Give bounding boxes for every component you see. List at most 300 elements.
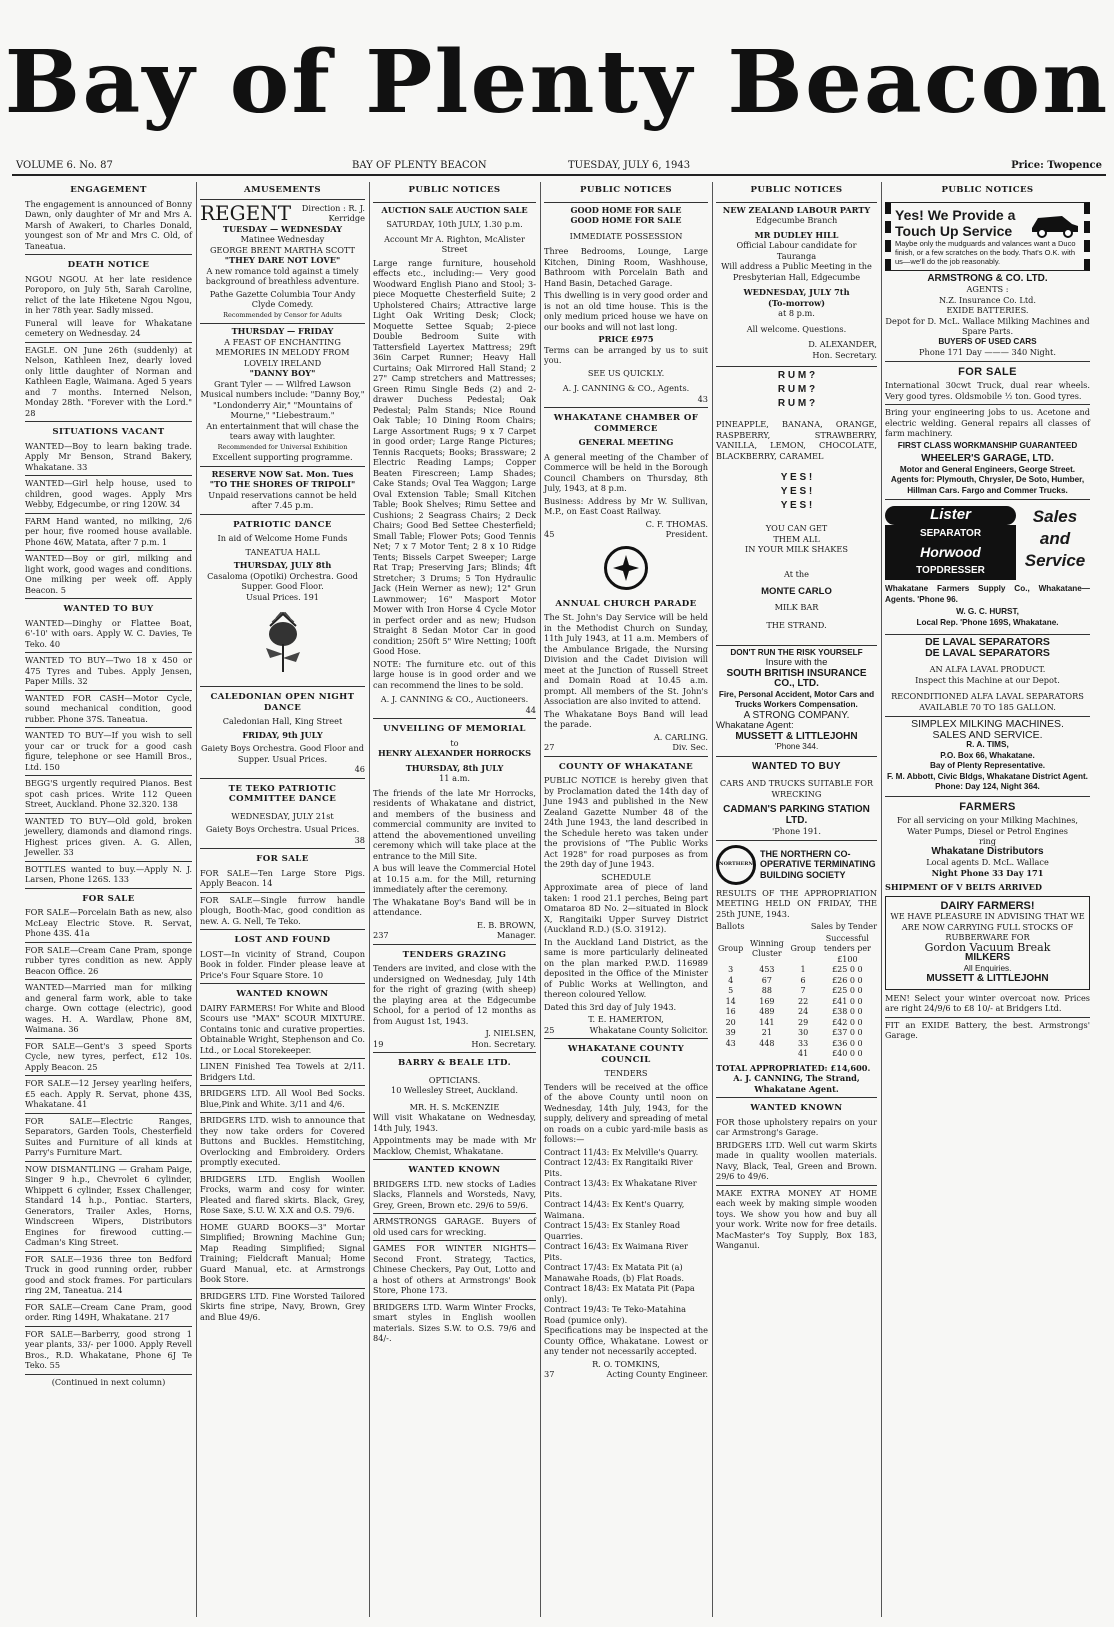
col1-sit3n: 1: [162, 536, 168, 547]
col5-wk3: MAKE EXTRA MONEY AT HOME each week by making simple wooden toys. We show you how and buy all your work. Write now for free details. MacMaster's Toy Supply, Box 183, Wanganui.: [716, 1185, 877, 1251]
col2-fs2: FOR SALE—Single furrow handle plough, Booth-Mac, good condition as new. A. G. Nell, Te Teko.: [200, 892, 365, 927]
col6-sm4: P.O. Box 66, Whakatane.: [940, 750, 1035, 760]
col5-rows-1-3: £26 0 0: [832, 975, 863, 985]
col4-wcc11: Specifications may be inspected at the County Office, Whakatane. Lowest or any tender not necessarily accepted.: [544, 1325, 708, 1356]
col6-sep: SEPARATOR: [885, 525, 1016, 544]
col6-arm2: AGENTS :: [966, 284, 1009, 294]
col5-rows-1-2: 6: [800, 975, 806, 985]
col1-wtb4: WANTED TO BUY—If you wish to sell your car or truck for a good cash figure, telephone or see Hamill Bros., Ltd.: [25, 730, 192, 772]
col5-can1: YOU CAN GET: [765, 523, 828, 533]
notice-death: NGOU NGOU. At her late residence Poroporo, on July 5th, Sarah Caroline, relict of the late Hiketene Ngou Ngou, in her 78th year. Sadly missed.: [25, 273, 192, 315]
heading-caledonian: CALEDONIAN OPEN NIGHT DANCE: [210, 692, 355, 713]
col1-fs4: FOR SALE—Gent's 3 speed Sports Cycle, new tyres, perfect, £12 10s. Apply Beacon.: [25, 1040, 192, 1072]
col6-dl5: RECONDITIONED ALFA LAVAL SEPARATORS AVAILABLE 70 TO 185 GALLON.: [891, 691, 1084, 712]
col1-fs8n: 214: [106, 1285, 123, 1295]
col3-canningn: 44: [525, 704, 536, 715]
col4-homed: Three Bedrooms, Lounge, Large Kitchen, Dining Room, Washhouse, Bathroom with Porcelain Bath and Hand Basin, Detached Garage.: [544, 246, 708, 288]
col5-rows-4-2: 24: [798, 1007, 809, 1016]
col2-patr4: Casaloma (Opotiki) Orchestra. Good Supper. Good Floor.: [207, 570, 358, 591]
col6-sm3: R. A. TIMS,: [966, 740, 1009, 749]
notice-funeral: [25, 318, 192, 339]
col5-ins4: Fire, Personal Accident, Motor Cars and Trucks Workers Compensation.: [718, 689, 875, 709]
masthead: Bay of Plenty Beacon: [4, 32, 1110, 133]
heading-amusements: AMUSEMENTS: [244, 185, 321, 195]
col1-fs3: WANTED—Married man for milking and general farm work, able to take charge. Own cottage (electric), good wages. H. A. Wardlaw, Phone 8M, Waimana.: [25, 982, 192, 1034]
col5-ins6: Whakatane Agent:: [716, 720, 794, 731]
regent-stars: GEORGE BRENT MARTHA SCOTT: [210, 244, 355, 255]
col3-unv5: The friends of the late Mr Horrocks, residents of Whakatane and district, and members of the business and commercial community are invited to attend the abovementioned unveiling ceremony which will take place at the entrance to the Mill Site.: [373, 787, 536, 861]
col6-sales: Sales and Service: [1024, 507, 1086, 570]
col6-dl1: DE LAVAL SEPARATORS: [885, 634, 1090, 648]
lister-ad: [885, 499, 1090, 580]
col5-yes: Y E S !: [780, 472, 813, 483]
heading-for-sale-2: FOR SALE: [256, 854, 309, 864]
col5-ins5: A STRONG COMPANY.: [743, 709, 850, 721]
col5-nort1: THE NORTHERN CO-OPERATIVE TERMINATING BUILDING SOCIETY: [760, 848, 876, 880]
col5-ins3: SOUTH BRITISH INSURANCE CO., LTD.: [726, 667, 867, 689]
col1-wtb6n: 33: [63, 847, 74, 857]
col4-wcc5: Contract 14/43: Ex Kent's Quarry, Waimana.: [544, 1199, 685, 1220]
col6-farm3: Whakatane Distributors: [931, 845, 1044, 857]
col4-wcc3: Contract 12/43: Ex Rangitaiki River Pits.: [544, 1157, 693, 1178]
col3-wk3: GAMES FOR WINTER NIGHTS—Second Front. Strategy, Tactics, Chinese Checkers, Pay Out, Lotto and a host of others at Armstrongs' Book Store, Phone 173.: [373, 1240, 536, 1296]
col6-fs1: International 30cwt Truck, dual rear wheels. Very good tyres. Oldsmobile ½ ton. Good tyres.: [885, 380, 1090, 401]
heading-public-notices-3: PUBLIC NOTICES: [750, 185, 843, 195]
continued-note: (Continued in next column): [25, 1374, 192, 1388]
col4-canningn: 43: [697, 393, 708, 404]
heading-church-parade: ANNUAL CHURCH PARADE: [555, 598, 697, 609]
col4-cty6: Whakatane County Solicitor.: [589, 1024, 708, 1035]
column-5: [712, 182, 880, 1617]
col6-farm1: For all servicing on your Milking Machines, Water Pumps, Diesel or Petrol Engines: [896, 815, 1079, 836]
col5-rum: R U M ?: [777, 370, 816, 381]
col1-eagle: EAGLE. ON June 26th (suddenly) at Nelson, Kathleen Inez, dearly loved only little daughter of Norman and Kathleen Eagle, Waimana. Aged 5 years and 7 months. Interned Nelson, Monday 28th. "Forever with the Lord.": [25, 344, 192, 407]
col2-cal2: FRIDAY, 9th JULY: [242, 729, 323, 740]
col4-par4n: 27: [544, 742, 555, 752]
col2-wk1: DAIRY FARMERS! For White and Blood Scours use "MAX" SCOUR MIXTURE. Contains tonic and curative properties. Obtainable Wright, Stephenson and Co. Ltd., or Local Storekeeper.: [200, 1002, 365, 1055]
col5-total: TOTAL APPROPRIATED: £14,600.: [716, 1062, 871, 1073]
col5-th-0: Group: [718, 944, 744, 953]
col5-th-2: Group: [790, 944, 816, 953]
col3-unv9: Manager.: [496, 930, 536, 940]
col6-top: TOPDRESSER: [885, 562, 1016, 581]
col4-wcc7: Contract 16/43: Ex Waimana River Pits.: [544, 1241, 688, 1262]
col5-ins1: DON'T RUN THE RISK YOURSELF: [716, 645, 877, 659]
col3-barry4: Will visit Whakatane on Wednesday, 14th July, 1943.: [373, 1112, 536, 1133]
col6-ad1: Yes! We Provide a Touch Up Service: [895, 206, 1016, 239]
regent-title: REGENT: [200, 200, 292, 225]
film-2-desc: A FEAST OF ENCHANTING MEMORIES IN MELODY FROM LOVELY IRELAND: [215, 336, 350, 368]
column-2: [196, 182, 368, 1617]
col5-lab2: Edgecumbe Branch: [755, 215, 838, 225]
heading-patriotic-dance: PATRIOTIC DANCE: [233, 519, 332, 530]
col1-wtb5: BEGG'S urgently required Pianos. Best spot cash prices. Write 112 Queen Street, Auckland. Phone 32.320.: [25, 778, 192, 809]
col5-nort2: RESULTS OF THE APPROPRIATION MEETING HELD ON FRIDAY, THE 25th JUNE, 1943.: [716, 887, 877, 919]
heading-situations: SITUATIONS VACANT: [52, 427, 165, 437]
col4-cty1: PUBLIC NOTICE is hereby given that by Proclamation dated the 14th day of June 1943 and published in the New Zealand Gazette Number 48 of the 24th June 1943, the land described in the Schedule hereto was taken under the provisions of "The Public Works Act 1928" for road purposes as from the 29th day of June 1943.: [544, 775, 708, 869]
dateline: [12, 160, 1106, 176]
ad-fs-4: [25, 1038, 192, 1073]
col5-rows-7-3: £36 0 0: [832, 1038, 863, 1048]
col3-tend3n: 19: [373, 1038, 384, 1049]
heading-county: COUNTY OF WHAKATANE: [558, 761, 694, 772]
col1-wtb1: WANTED—Dinghy or Flattee Boat, 6'-10' with oars. Apply W. C. Davies, Te Teko.: [25, 617, 192, 649]
col2-lostn: 10: [312, 969, 324, 980]
col1-fs10: FOR SALE—Barberry, good strong 1 year plants, 33/- per 1000. Apply Revell Bros., R.D. Whakatane, Phone 6J Te Teko.: [25, 1328, 192, 1370]
heading-engagement: ENGAGEMENT: [70, 185, 147, 195]
col5-rows-3-2: 22: [798, 996, 809, 1006]
col5-rows-0-1: 453: [759, 965, 775, 974]
heading-wanted-known-3: WANTED KNOWN: [408, 1165, 501, 1175]
col4-cty4: Dated this 3rd day of July 1943.: [544, 1001, 677, 1012]
ad-wtb-1: [25, 618, 192, 650]
ad-wtb-2: [25, 652, 192, 687]
heading-wanted-known: WANTED KNOWN: [236, 989, 329, 999]
col1-fs1n: 41a: [74, 928, 90, 938]
volume: VOLUME 6. No. 87: [16, 160, 113, 171]
col6-df5: All Enquiries.: [963, 963, 1012, 973]
col3-unv2: HENRY ALEXANDER HORROCKS: [377, 748, 532, 758]
col1-death2: Funeral will leave for Whakatane cemetery on Wednesday.: [25, 317, 192, 338]
col3-unv9n: 237: [373, 930, 389, 940]
col4-tenders: TENDERS: [604, 1068, 648, 1078]
col1-fs9n: 217: [153, 1312, 170, 1322]
ad-fs-6: FOR SALE—Electric Ranges, Separators, Garden Tools, Chesterfield Suites and Furniture of all kinds at Parry's Furniture Mart.: [25, 1113, 192, 1158]
col3-unv8: E. B. BROWN,: [477, 919, 536, 930]
col3-unv4: 11 a.m.: [439, 773, 470, 783]
col6-sm7: Phone: Day 124, Night 364.: [935, 782, 1040, 791]
col5-ins8: 'Phone 344.: [774, 742, 819, 751]
col3-sat: SATURDAY, 10th JULY, 1.30 p.m.: [386, 219, 523, 229]
col6-lis1: Whakatane Farmers Supply Co., Whakatane—Agents. 'Phone 96.: [885, 584, 1090, 604]
reservation-note: Unpaid reservations cannot be held after 7.45 p.m.: [208, 489, 357, 510]
col3-unv7: The Whakatane Boy's Band will be in attendance.: [373, 896, 536, 917]
col5-rows-8-3: £40 0 0: [832, 1049, 863, 1058]
col5-ins7: MUSSETT & LITTLEJOHN: [735, 730, 858, 742]
ad-fs-5: [25, 1075, 192, 1110]
col2-wk3: BRIDGERS LTD. All Wool Bed Socks. Blue,Pink and White. 3/11 and 4/6.: [200, 1085, 365, 1109]
col2-cal1: Caledonian Hall, King Street: [222, 716, 343, 726]
col5-rows-2-3: £25 0 0: [832, 986, 863, 995]
col4-home1: GOOD HOME FOR SALE: [544, 202, 708, 216]
col5-rows-8-1: [745, 1049, 788, 1060]
col4-gmd: A general meeting of the Chamber of Commerce will be held in the Borough Council Chambers on Thursday, 8th July, 1943, at 8 p.m.: [544, 451, 708, 493]
heading-te-teko-dance: TE TEKO PATRIOTIC COMMITTEE DANCE: [228, 783, 337, 804]
col6-df1: DAIRY FARMERS!: [940, 899, 1035, 912]
col6-arm1: ARMSTRONG & CO. LTD.: [927, 272, 1048, 284]
ad-fs-9: [25, 1299, 192, 1323]
col4-price: PRICE £975: [598, 334, 654, 344]
col5-salesby: Sales by Tender: [810, 921, 877, 931]
col5-rows-4-3: £38 0 0: [832, 1007, 863, 1016]
col6-sm2: SALES AND SERVICE.: [932, 728, 1043, 741]
col5-rows-2-1: 88: [761, 986, 772, 995]
col3-unv3: THURSDAY, 8th JULY: [405, 762, 504, 773]
col6-arm3: N.Z. Insurance Co. Ltd.: [939, 294, 1036, 305]
col5-atthe: At the: [783, 568, 810, 579]
notice-engagement: The engagement is announced of Bonny Dawn, only daughter of Mr and Mrs A. Marsh of Awakeri, to Charles Donald, youngest son of Mr and Mrs C. Old, of Taneatua.: [25, 198, 192, 251]
film-1-title: "THEY DARE NOT LOVE": [224, 255, 341, 265]
film-1-desc: A new romance told against a timely background of breathless adventure.: [205, 265, 360, 286]
regent-matinee: Matinee Wednesday: [240, 234, 325, 244]
heading-death: DEATH NOTICE: [67, 260, 150, 270]
col2-patr5: Usual Prices.: [245, 591, 301, 602]
col6-men: MEN! Select your winter overcoat now. Prices are right 24/9/6 to £8 10/- at Bridgers Ltd.: [885, 992, 1090, 1013]
film-2-rating: Recommended for Universal Exhibition: [217, 442, 348, 451]
col5-lab1: NEW ZEALAND LABOUR PARTY: [716, 202, 877, 216]
col6-df6: MUSSETT & LITTLEJOHN: [926, 973, 1049, 984]
heading-tenders-grazing: TENDERS GRAZING: [402, 949, 507, 960]
col3-barry5: Appointments may be made with Mr Macklow, Chemist, Whakatane.: [373, 1135, 536, 1156]
col5-lab6: WEDNESDAY, JULY 7th: [743, 287, 850, 297]
heading-public-notices-2: PUBLIC NOTICES: [579, 185, 673, 195]
heading-wanted-to-buy: WANTED TO BUY: [63, 604, 154, 614]
col4-par4: Div. Sec.: [672, 742, 708, 752]
northern-logo-icon: [716, 845, 756, 885]
col6-dl2: DE LAVAL SEPARATORS: [925, 646, 1050, 659]
ad-wtb-7: [25, 861, 192, 885]
col6-wh2: Motor and General Engineers, George Street.: [899, 464, 1076, 474]
col1-sit3: FARM Hand wanted, no milking, 2/6 per hour, five roomed house available. Phone 46W, Matata, after 7 p.m.: [25, 515, 192, 547]
column-4: [540, 182, 711, 1617]
thistle-icon: [258, 612, 308, 676]
col1-wtb6: WANTED TO BUY—Old gold, broken jewellery, diamonds and diamond rings. Highest prices given. A. G. Allen, Jeweller.: [25, 815, 192, 857]
col5-mc2: MILK BAR: [774, 601, 819, 612]
col4-cty6n: 25: [544, 1024, 555, 1035]
col5-rows-0-3: £25 0 0: [832, 965, 863, 974]
col5-rows-3-3: £41 0 0: [832, 996, 863, 1006]
col6-arm6: BUYERS OF USED CARS: [938, 336, 1037, 346]
col5-rows-4-0: 16: [725, 1007, 736, 1016]
st-john-emblem-icon: [604, 546, 648, 590]
col4-presn: 45: [544, 529, 555, 539]
col5-nort_logo: NORTHERN: [719, 861, 753, 868]
col1-wtb4n: 150: [44, 761, 60, 772]
ad-fs-1: [25, 907, 192, 939]
ad-fs-10: [25, 1326, 192, 1371]
col5-lab9: All welcome. Questions.: [746, 323, 847, 334]
film-2-entertainment: An entertainment that will chase the tears away with laughter.: [206, 420, 359, 441]
col4-wcc12: R. O. TOMKINS,: [592, 1358, 660, 1369]
heading-for-sale-6: FOR SALE: [958, 365, 1017, 378]
heading-lost-found: LOST AND FOUND: [234, 935, 331, 945]
col5-lab11: Hon. Secretary.: [812, 349, 877, 360]
ad-sit-2: [25, 475, 192, 510]
col2-wk2: LINEN Finished Tea Towels at 2/11. Bridgers Ltd.: [200, 1058, 365, 1082]
col6-lister: Lister: [885, 506, 1016, 525]
col5-rows-5-1: 141: [759, 1017, 775, 1027]
col5-lab8: at 8 p.m.: [778, 308, 815, 318]
film-2-stars: Grant Tyler — — Wilfred Lawson: [213, 378, 352, 389]
reserve-now: RESERVE NOW Sat. Mon. Tues: [200, 466, 365, 480]
col4-homed2: This dwelling is in very good order and is not an old time house. This is the only medium priced house we have on our books and will not last long.: [544, 290, 708, 332]
paper-name: BAY OF PLENTY BEACON: [352, 160, 487, 171]
col5-rum: R U M ?: [777, 384, 816, 395]
col1-fs8: FOR SALE—1936 three ton Bedford Truck in good running order, rubber good and stock frames. For particulars ring 2M, Taneatua.: [25, 1253, 192, 1295]
col1-fs5n: 41: [76, 1099, 88, 1109]
col2-wk5: BRIDGERS LTD. English Woollen Frocks, warm and cosy for winter. Pleated and flared skirts. Black, Grey, Rose Saxe, S.U. W. X.X and O.S.: [200, 1173, 365, 1215]
ad-sit-1: [25, 441, 192, 473]
ad-fs-2: [25, 942, 192, 977]
col4-wcc8: Contract 17/43: Ex Matata Pit (a) Manawahe Roads, (b) Flat Roads.: [544, 1262, 684, 1283]
col3-wk1: BRIDGERS LTD. new stocks of Ladies Slacks, Flannels and Worsteds, Navy, Grey, Green, Brown etc. 29/6 to 59/6.: [373, 1178, 536, 1210]
col4-wcc1: Tenders will be received at the office of the above County until noon on Wednesday, 14th July, 1943, for the supply, delivery and spreading of metal on roads on a cubic yard-mile basis as follows:—: [544, 1081, 708, 1144]
col3-barry3: MR. H. S. McKENZIE: [409, 1101, 500, 1112]
col6-dl3: AN ALFA LAVAL PRODUCT.: [929, 664, 1046, 674]
col1-sit1n: 33: [76, 461, 88, 472]
col4-see: SEE US QUICKLY.: [587, 367, 665, 378]
col2-patr3: THURSDAY, JULY 8th: [233, 560, 332, 570]
col6-wh1: WHEELER'S GARAGE, LTD.: [921, 453, 1054, 464]
col4-wcc13: Acting County Engineer.: [606, 1369, 708, 1379]
ad-fs-8: [25, 1251, 192, 1296]
film-1-extras: Pathe Gazette Columbia Tour Andy Clyde Comedy.: [209, 288, 356, 309]
col4-cty2: Approximate area of piece of land taken: 1 rood 21.1 perches, Being part Omataroa 8D No. 2—situated in Block X, Rangitaiki Upper Survey District (Auckland R.D.) (S.O. 31912).: [544, 882, 708, 934]
col2-wk5p: 79/6.: [333, 1205, 355, 1215]
col1-fs10n: 55: [49, 1360, 61, 1370]
col4-wcc2: Contract 11/43: Ex Melville's Quarry.: [544, 1146, 699, 1157]
col6-fs2: Bring your engineering jobs to us. Acetone and electric welding. General repairs all classes of farm machinery.: [885, 404, 1090, 439]
heading-public-notices-1: PUBLIC NOTICES: [408, 185, 501, 195]
ad-wtb-5: [25, 775, 192, 810]
col1-fs4n: 25: [87, 1061, 98, 1072]
col5-wk1: FOR those upholstery repairs on your car Armstrong's Garage.: [716, 1116, 877, 1137]
col2-tt2: Gaiety Boys Orchestra. Usual Prices.: [205, 824, 360, 834]
col6-dl4: Inspect this Machine at our Depot.: [915, 674, 1060, 685]
col1-sit2: WANTED—Girl help house, used to children, good wages. Apply Mrs Webby, Edgecumbe, or ring 120W.: [25, 478, 192, 509]
col3-tend3: Hon. Secretary.: [471, 1038, 536, 1049]
col6-wh3: Agents for: Plymouth, Chrysler, De Soto, Humber, Hillman Cars. Fargo and Commer Trucks.: [890, 475, 1085, 495]
col2-patr2: TANEATUA HALL: [245, 546, 320, 557]
col6-farm6: SHIPMENT OF V BELTS ARRIVED: [885, 882, 1042, 892]
col4-terms: Terms can be arranged by us to suit you.: [544, 344, 708, 365]
col1-wtb1n: 40: [49, 638, 61, 649]
col5-mc: MONTE CARLO: [761, 586, 832, 597]
col4-gm: GENERAL MEETING: [578, 437, 674, 447]
col4-par1: The St. John's Day Service will be held in the Methodist Church on Sunday, 11th July 1943, at 11 a.m. Members of the Ambulance Brigade, the Nursing Division and the Cadet Division will meet at the Junction of Russell Street and Domain Road at 10.45 a.m. prompt. All members of the St. John's Association are also invited to attend.: [544, 612, 708, 706]
col5-mc3: THE STRAND.: [766, 620, 827, 630]
col4-sched: SCHEDULE: [601, 871, 651, 882]
col5-rows-5-3: £42 0 0: [832, 1017, 863, 1027]
col2-tt1: WEDNESDAY, JULY 21st: [231, 810, 334, 821]
col6-lis2: W. G. C. HURST,: [956, 607, 1019, 616]
col2-fs1: FOR SALE—Ten Large Store Pigs. Apply Beacon.: [200, 867, 365, 888]
col3-acc: Account Mr A. Righton, McAlister Street: [384, 233, 525, 254]
film-1-rating: Recommended by Censor for Adults: [223, 310, 342, 319]
col6-sm1: SIMPLEX MILKING MACHINES.: [885, 716, 1090, 730]
col5-wtb3: 'Phone 191.: [772, 826, 821, 836]
col4-wcc13n: 37: [544, 1369, 555, 1379]
col5-lab4: Official Labour candidate for Tauranga: [736, 240, 857, 261]
col5-yes: Y E S !: [780, 486, 813, 497]
col2-lost: LOST—In vicinity of Strand, Coupon Book in folder. Finder please leave at Price's Four Square Store.: [200, 948, 365, 980]
col6-lis3: Local Rep. 'Phone 169S, Whakatane.: [916, 617, 1059, 627]
col6-horwood: Horwood: [885, 543, 1016, 562]
col2-wk4: BRIDGERS LTD. wish to announce that they now take orders for Covered Buttons and Buckles. Hemstitching, Overlocking and Embroidery. Orders promptly executed.: [200, 1112, 365, 1168]
col5-ins2: Insure with the: [765, 657, 828, 668]
col4-par2: The Whakatane Boys Band will lead the parade.: [544, 708, 708, 729]
col1-fs9: FOR SALE—Cream Cane Pram, good order. Ring 149H, Whakatane.: [25, 1301, 192, 1322]
col1-sit1: WANTED—Boy to learn baking trade. Apply Mr Benson, Strand Bakery, Whakatane.: [25, 440, 192, 472]
col5-rows-7-1: 448: [759, 1038, 775, 1048]
heading-public-notices-4: PUBLIC NOTICES: [941, 185, 1034, 195]
col1-wtb2n: 32: [77, 676, 88, 686]
col5-rows-1-1: 67: [761, 975, 772, 985]
col1-fs2: FOR SALE—Cream Cane Pram, sponge rubber tyres condition as new. Apply Beacon Office.: [25, 944, 192, 976]
ad-fs-7: NOW DISMANTLING — Graham Paige, Singer 9 h.p., Chevrolet 6 cylinder, Whippett 6 cylinder, Essex Challenger, Standard 14 h.p., Pontiac. Starters, Generators, Trailer Axles, Horns, Windscreen Wipers, Distributors Engines for firewood cutting.—Cadman's King Street.: [25, 1161, 192, 1248]
col4-gmd2: Business: Address by Mr W. Sullivan, M.P., on East Coast Railway.: [544, 495, 708, 516]
regent-days-1: TUESDAY — WEDNESDAY: [222, 223, 343, 234]
col5-rows-8-0: [716, 1049, 745, 1060]
heading-chamber: WHAKATANE CHAMBER OF COMMERCE: [553, 413, 699, 434]
col1-wtb2: WANTED TO BUY—Two 18 x 450 or 475 Tyres and Tubes. Apply Jensen, Paper Mills.: [25, 655, 192, 686]
col5-rows-2-2: 7: [800, 986, 806, 995]
col1-eaglen: 28: [25, 407, 36, 418]
col3-unv1: to: [450, 737, 459, 748]
col6-exide: FIT an EXIDE Battery, the best. Armstrongs' Garage.: [885, 1017, 1090, 1041]
col4-home2: GOOD HOME FOR SALE: [570, 215, 682, 225]
col6-farm5: Night Phone 33 Day 171: [931, 867, 1044, 878]
ad-sit-3: [25, 513, 192, 548]
col3-tend: Tenders are invited, and close with the undersigned on Wednesday, July 14th for the right of grazing (with sheep) the playing area at the Edgecumbe School, for a period of 12 months as from August 1st, 1943.: [373, 963, 536, 1026]
col5-lab10: D. ALEXANDER,: [808, 339, 877, 349]
col1-wtb7n: 133: [113, 874, 129, 884]
col1-fs3n: 36: [68, 1024, 79, 1034]
film-2-music: Musical numbers include: "Danny Boy," "Londonderry Air," "Mountains of Mourne," "Liebestraum.": [200, 389, 365, 420]
col5-nort3: A. J. CANNING, The Strand, Whakatane Agent.: [733, 1073, 860, 1094]
col4-wcc9: Contract 18/43: Ex Matata Pit (Papa only).: [544, 1283, 695, 1304]
col5-rows-1-0: 4: [728, 975, 734, 985]
col4-imm: IMMEDIATE POSSESSION: [569, 230, 683, 241]
col5-rows-5-0: 20: [725, 1017, 736, 1027]
column-1: [22, 182, 195, 1617]
col5-th-3: Successful tenders per £100: [823, 933, 871, 964]
heading-unveiling: UNVEILING OF MEMORIAL: [383, 724, 526, 734]
col5-rows-8-2: 41: [798, 1049, 809, 1058]
price: Price: Twopence: [1011, 160, 1102, 171]
col2-cal3: Gaiety Boys Orchestra. Good Floor and Supper. Usual Prices.: [201, 743, 364, 764]
col5-lab3: MR DUDLEY HILL: [754, 229, 839, 240]
col3-barry2: 10 Wellesley Street, Auckland.: [391, 1085, 518, 1095]
col5-lab7: (To-morrow): [767, 297, 826, 308]
col4-cty3: In the Auckland Land District, as the same is more particularly delineated on the plan marked P.W.D. 116989 deposited in the Office of the Minister of Public Works at Wellington, and thereon coloured Yellow.: [544, 936, 708, 999]
col2-wk6: HOME GUARD BOOKS—3" Mortar Simplified; Browning Machine Gun; Map Reading Simplified; Signal Training; Fieldcraft Manual; Home Guard Manual, etc. at Armstrongs Book Store.: [200, 1219, 365, 1285]
ad-wtb-6: [25, 813, 192, 858]
film-3-title: "TO THE SHORES OF TRIPOLI": [209, 479, 356, 489]
col6-df3: Gordon Vacuum Break: [924, 940, 1051, 954]
col3-wk4: BRIDGERS LTD. Warm Winter Frocks, smart styles in English woollen materials. Sizes S.W. to O.S. 79/6 and 84/-.: [373, 1299, 536, 1344]
col5-rows-6-0: 39: [725, 1028, 736, 1037]
col2-fs1n: 14: [262, 878, 273, 888]
col1-fs2n: 26: [87, 965, 99, 976]
col3-unv6: A bus will leave the Commercial Hotel at 10.15 a.m. for the Mill, returning immediately after the ceremony.: [373, 863, 536, 894]
col5-rows-0-2: 1: [800, 965, 806, 974]
regent-director: Direction : R. J. Kerridge: [301, 202, 365, 223]
col1-fs5: FOR SALE—12 Jersey yearling heifers, £5 each. Apply R. Servat, phone 43S, Whakatane.: [25, 1078, 192, 1109]
col5-th-1: Winning Cluster: [749, 938, 784, 959]
notice-eagle: [25, 342, 192, 419]
heading-barry-beale: BARRY & BEALE LTD.: [398, 1058, 511, 1068]
heading-for-sale: FOR SALE: [82, 893, 135, 904]
col5-rows-6-1: 21: [761, 1028, 772, 1037]
heading-county-council: WHAKATANE COUNTY COUNCIL: [567, 1044, 685, 1065]
col5-wtb2: CADMAN'S PARKING STATION LTD.: [723, 804, 870, 826]
col5-rows-3-0: 14: [725, 996, 736, 1006]
col3-canning: A. J. CANNING & CO., Auctioneers.: [380, 694, 529, 704]
col2-tt2n: 38: [354, 834, 365, 845]
film-2-support: Excellent supporting programme.: [212, 452, 353, 462]
ad-wtb-4: [25, 727, 192, 772]
